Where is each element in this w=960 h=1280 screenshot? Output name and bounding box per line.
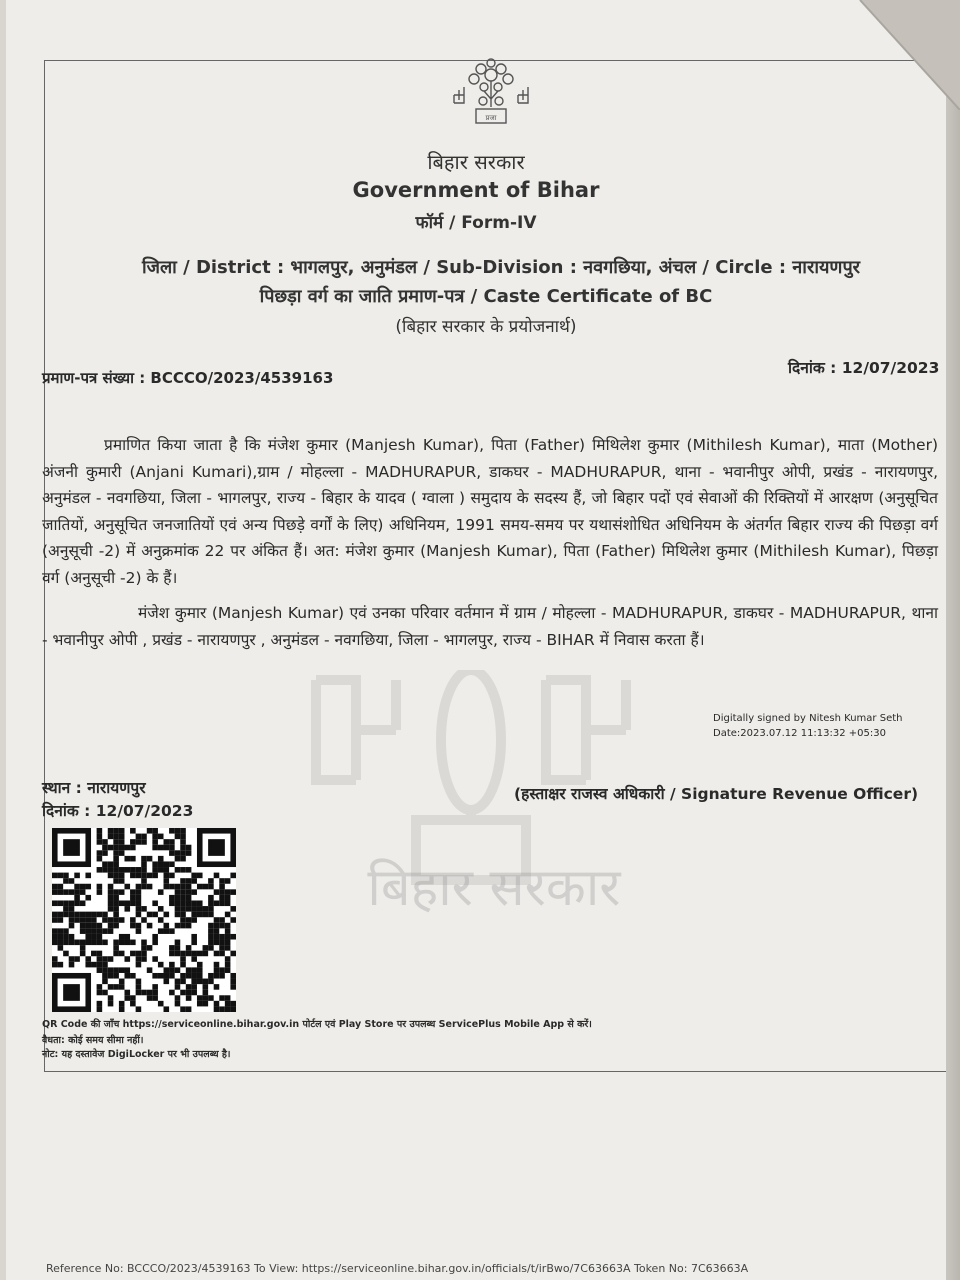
signatory-label: (हस्ताक्षर राजस्व अधिकारी / Signature Revenue Officer): [514, 785, 919, 803]
certificate-page: [6, 0, 946, 1280]
certificate-title: पिछड़ा वर्ग का जाति प्रमाण-पत्र / Caste Certificate of BC: [259, 286, 713, 307]
certificate-paragraph-2: मंजेश कुमार (Manjesh Kumar) एवं उनका परिवार वर्तमान में ग्राम / मोहल्ला - MADHURAPUR, डाकघर - MADHURAPUR, थाना - भवानीपुर ओपी , प्रखंड - नारायणपुर , अनुमंडल - नवगछिया, जिला - भागलपुर, राज्य - BIHAR में निवास करता हैं।: [42, 604, 938, 649]
validity-note: वैधता: कोई समय सीमा नहीं।: [42, 1035, 144, 1046]
certificate-paragraph-1: प्रमाणित किया जाता है कि मंजेश कुमार (Manjesh Kumar), पिता (Father) मिथिलेश कुमार (Mithilesh Kumar), माता (Mother) अंजनी कुमारी (Anjani Kumari),ग्राम / मोहल्ला - MADHURAPUR, डाकघर - MADHURAPUR, थाना - भवानीपुर ओपी, प्रखंड - नारायणपुर, अनुमंडल - नवगछिया, जिला - भागलपुर, राज्य - बिहार के यादव ( ग्वाला ) समुदाय के सदस्य हैं, जो बिहार पदों एवं सेवाओं की रिक्तियों में आरक्षण (अनुसूचित जातियों, अनुसूचित जनजातियों एवं अन्य पिछड़े वर्गों के लिए) अधिनियम, 1991 समय-समय पर यथासंशोधित अधिनियम के अंतर्गत बिहार राज्य की पिछड़ा वर्ग (अनुसूची -2) में अनुक्रमांक 22 पर अंकित हैं। अत: मंजेश कुमार (Manjesh Kumar), पिता (Father) मिथिलेश कुमार (Mithilesh Kumar), पिछड़ा वर्ग (अनुसूची -2) के हैं।: [42, 436, 938, 587]
page-edge-shadow: [946, 0, 960, 1280]
issue-date: दिनांक : 12/07/2023: [788, 359, 940, 377]
qr-code-icon: [52, 828, 236, 1012]
digital-signature-date: Date:2023.07.12 11:13:32 +05:30: [713, 728, 886, 739]
watermark-text: बिहार सरकार: [367, 858, 621, 918]
purpose-line: (बिहार सरकार के प्रयोजनार्थ): [395, 317, 577, 337]
state-name-english: Government of Bihar: [352, 178, 600, 202]
signature-date: दिनांक : 12/07/2023: [42, 802, 194, 820]
certificate-number: प्रमाण-पत्र संख्या : BCCCO/2023/4539163: [42, 369, 334, 387]
jurisdiction: जिला / District : भागलपुर, अनुमंडल / Sub-Division : नवगछिया, अंचल / Circle : नारायणपुर: [141, 257, 861, 278]
bihar-emblem-icon: [446, 55, 536, 135]
place: स्थान : नारायणपुर: [42, 779, 146, 797]
state-name-hindi: बिहार सरकार: [427, 150, 525, 174]
digital-signature-by: Digitally signed by Nitesh Kumar Seth: [713, 713, 903, 724]
digilocker-note: नोट: यह दस्तावेज DigiLocker पर भी उपलब्ध है।: [42, 1049, 231, 1060]
form-label: फॉर्म / Form-IV: [415, 213, 537, 233]
emblem-label: प्रजा: [485, 114, 497, 122]
qr-verification-note: QR Code की जाँच https://serviceonline.bihar.gov.in पोर्टल एवं Play Store पर उपलब्ध ServicePlus Mobile App से करें।: [42, 1019, 592, 1030]
reference-url-line: Reference No: BCCCO/2023/4539163 To View: https://serviceonline.bihar.gov.in/officials/t/irBwo/7C63663A Token No: 7C63663A: [46, 1262, 749, 1275]
folded-paper-corner: [830, 0, 960, 110]
